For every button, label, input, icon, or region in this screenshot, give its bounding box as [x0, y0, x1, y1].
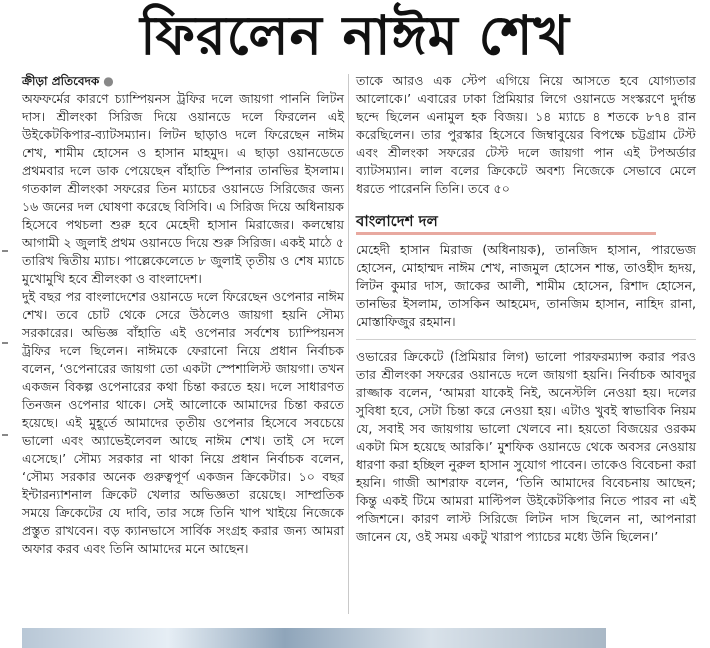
article-paragraph: অফফর্মের কারণে চ্যাম্পিয়নস ট্রফির দলে জায়গা পাননি লিটন দাস। শ্রীলংকা সিরিজ দিয়ে ওয়ানডে দলে ফিরলেন এই উইকেটকিপার-ব্যাটসম্যান। লিটন ছাড়াও দলে ফিরেছেন নাঈম শেখ, শামীম হোসেন ও হাসান মাহমুদ। এ ছাড়া ওয়ানডেতে প্রথমবার দলে ডাক পেয়েছেন বাঁহাতি স্পিনার তানভির ইসলাম। গতকাল শ্রীলংকা সফরের তিন ম্যাচের ওয়ানডে সিরিজের জন্য ১৬ জনের দল ঘোষণা করেছে বিসিবি। এ সিরিজ দিয়ে অধিনায়ক হিসেবে পথচলা শুরু হবে মেহেদী হাসান মিরাজের। কলম্বোয় আগামী ২ জুলাই প্রথম ওয়ানডে দিয়ে শুরু সিরিজ। একই মাঠে ৫ তারিখ দ্বিতীয় ম্যাচ। পাল্লেকেলেতে ৮ জুলাই তৃতীয় ও শেষ ম্যাচে মুখোমুখি হবে শ্রীলংকা ও বাংলাদেশ।	[22, 91, 344, 286]
photo-strip	[22, 628, 606, 648]
byline-text: ক্রীড়া প্রতিবেদক	[22, 74, 100, 88]
headline: ফিরলেন নাঈম শেখ	[140, 3, 570, 67]
column-divider	[348, 74, 349, 614]
byline	[22, 72, 344, 90]
article-paragraph: দুই বছর পর বাংলাদেশের ওয়ানডে দলে ফিরেছেন ওপেনার নাঈম শেখ। তবে চোট থেকে সেরে উঠলেও জায়গা হয়নি সৌম্য সরকারের। অভিজ্ঞ বাঁহাতি এই ওপেনার সর্বশেষ চ্যাম্পিয়নস ট্রফির দলে ছিলেন। নাঈমকে ফেরানো নিয়ে প্রধান নির্বাচক বলেন, ‘ওপেনারের জায়গা তো একটা স্পেশালিস্ট জায়গা। তখন একজন বিকল্প ওপেনারের কথা চিন্তা করতে হয়। দলে সাধারণত তিনজন ওপেনার থাকে। সেই আলোকে আমাদের চিন্তা করতে হয়েছে। এই মুহূর্তে আমাদের তৃতীয় ওপেনার হিসেবে সবচেয়ে ভালো এবং অ্যাভেইলেবল আছে নাঈম শেখ। তাই সে দলে এসেছে।’ সৌম্য সরকার না থাকা নিয়ে প্রধান নির্বাচক বলেন, ‘সৌম্য সরকার অনেক গুরুত্বপূর্ণ একজন ক্রিকেটার। ১০ বছর ইন্টারন্যাশনাল ক্রিকেট খেলার অভিজ্ঞতা রয়েছে। সাম্প্রতিক সময়ে ক্রিকেটের যে দাবি, তার সঙ্গে তিনি খাপ খাইয়ে নিজেকে প্রস্তুত রাখবেন। বড় ক্যানভাসে সার্বিক সংগ্রহ করার জন্য আমরা অফার করব এবং তিনি আমাদের মনে আছেন।	[22, 289, 344, 556]
squad-box	[356, 210, 696, 340]
squad-title: বাংলাদেশ দল	[356, 210, 656, 235]
right-column	[356, 72, 696, 546]
byline-dot-icon: ●	[103, 74, 114, 88]
margin-marks	[2, 250, 10, 526]
squad-list: মেহেদী হাসান মিরাজ (অধিনায়ক), তানজিদ হাসান, পারভেজ হোসেন, মোহাম্মদ নাঈম শেখ, নাজমুল হোসেন শান্ত, তাওহীদ হৃদয়, লিটন কুমার দাস, জাকের আলী, শামীম হোসেন, রিশাদ হোসেন, তানভির ইসলাম, তাসকিন আহমেদ, তানজিম হাসান, নাহিদ রানা, মোস্তাফিজুর রহমান।	[356, 242, 696, 329]
article-paragraph: তাকে আরও এক স্টেপ এগিয়ে নিয়ে আসতে হবে যোগ্যতার আলোকে।’ এবারের ঢাকা প্রিমিয়ার লিগে ওয়ানডে সংস্করণে দুর্দান্ত ছন্দে ছিলেন এনামুল হক বিজয়। ১৪ ম্যাচে ৪ শতকে ৮৭৪ রান করেছিলেন। তার পুরস্কার হিসেবে জিম্বাবুয়ের বিপক্ষে চট্টগ্রাম টেস্ট এবং শ্রীলংকা সফরের টেস্ট দলে জায়গা পান এই টপঅর্ডার ব্যাটসম্যান। লাল বলের ক্রিকেটে অবশ্য নিজেকে সেভাবে মেলে ধরতে পারেননি তিনি। তবে ৫০	[356, 73, 696, 196]
left-column	[22, 72, 344, 558]
article-paragraph: ওভারের ক্রিকেটে (প্রিমিয়ার লিগ) ভালো পারফরম্যান্স করার পরও তার শ্রীলংকা সফরের ওয়ানডে দলে জায়গা হয়নি। নির্বাচক আবদুর রাজ্জাক বলেন, ‘আমরা যাকেই নিই, অনেস্টলি নেওয়া হয়। দলের সুবিধা হবে, সেটা চিন্তা করে নেওয়া হয়। এটাও খুবই স্বাভাবিক নিয়ম যে, সবাই সব জায়গায় ভালো খেলবে না। হয়তো বিজয়ের ওরকম একটা মিস হয়েছে আরকি।’ মুশফিক ওয়ানডে থেকে অবসর নেওয়ায় ধারণা করা হচ্ছিল নুরুল হাসান সুযোগ পাবেন। তাকেও বিবেচনা করা হয়নি। গাজী আশরাফ বলেন, ‘তিনি আমাদের বিবেচনায় আছেন; কিন্তু একই টিমে আমরা মাল্টিপল উইকেটকিপার নিতে পারব না এই পজিশনে। কারণ লাস্ট সিরিজে লিটন দাস ছিলেন না, আপনারা জানেন যে, ওই সময় একটু খারাপ প্যাচের মধ্যে উনি ছিলেন।’	[356, 349, 696, 544]
